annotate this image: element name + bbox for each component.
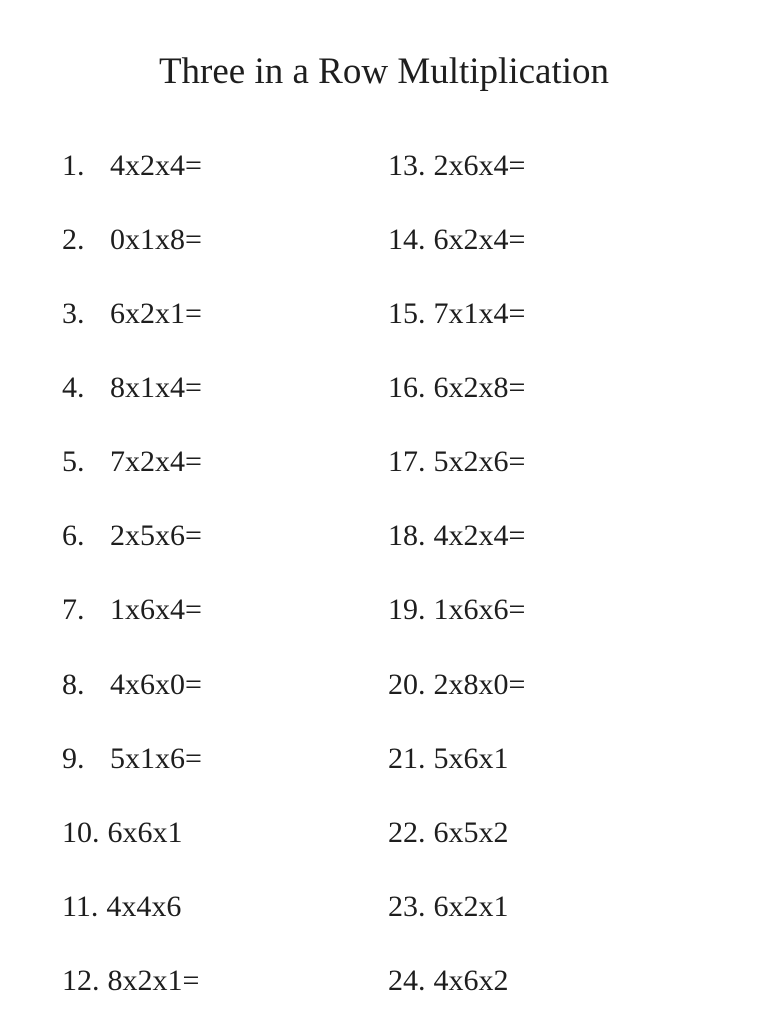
problem-expression: 6x2x1 xyxy=(433,890,509,923)
problem-expression: 5x2x6= xyxy=(433,445,526,478)
problem-expression: 7x1x4= xyxy=(433,297,526,330)
problem-number: 18. xyxy=(388,519,426,552)
problem-item xyxy=(388,370,525,406)
problem-expression: 1x6x6= xyxy=(433,593,526,626)
problem-item xyxy=(388,444,525,480)
page-title: Three in a Row Multiplication xyxy=(158,51,610,92)
problem-number: 12. xyxy=(62,964,100,997)
problem-item xyxy=(388,222,525,258)
problem-expression: 4x2x4= xyxy=(433,519,526,552)
problem-item xyxy=(388,296,525,332)
problem-number: 13. xyxy=(388,149,426,182)
problem-item xyxy=(388,963,509,999)
problem-expression: 4x6x2 xyxy=(433,964,509,997)
problem-expression: 6x2x4= xyxy=(433,223,526,256)
problem-number: 19. xyxy=(388,593,426,626)
problem-item xyxy=(62,815,183,851)
problem-number: 3. xyxy=(62,297,85,330)
problem-number: 7. xyxy=(62,593,85,626)
problem-number: 16. xyxy=(388,371,426,404)
problem-item xyxy=(388,815,509,851)
problem-item xyxy=(62,444,202,480)
problem-item xyxy=(388,518,525,554)
problem-item xyxy=(62,296,202,332)
problem-item xyxy=(62,667,202,703)
problem-expression: 2x5x6= xyxy=(110,519,202,552)
problem-number: 9. xyxy=(62,742,85,775)
problem-expression: 7x2x4= xyxy=(110,445,202,478)
problem-number: 1. xyxy=(62,149,85,182)
problem-item xyxy=(62,889,181,925)
problem-number: 8. xyxy=(62,668,85,701)
problem-expression: 8x2x1= xyxy=(107,964,200,997)
problem-expression: 2x6x4= xyxy=(433,149,526,182)
problem-expression: 6x2x8= xyxy=(433,371,526,404)
problem-item xyxy=(388,741,509,777)
problem-expression: 5x6x1 xyxy=(433,742,509,775)
problem-number: 17. xyxy=(388,445,426,478)
problem-expression: 6x6x1 xyxy=(107,816,183,849)
problem-item xyxy=(62,518,202,554)
problem-number: 10. xyxy=(62,816,100,849)
problem-expression: 6x2x1= xyxy=(110,297,202,330)
problem-number: 21. xyxy=(388,742,426,775)
problem-item xyxy=(388,592,525,628)
problem-item xyxy=(62,222,202,258)
problem-number: 6. xyxy=(62,519,85,552)
problem-item xyxy=(388,667,525,703)
problem-number: 20. xyxy=(388,668,426,701)
problem-number: 14. xyxy=(388,223,426,256)
problem-number: 11. xyxy=(62,890,99,923)
problem-item xyxy=(62,741,202,777)
problem-number: 22. xyxy=(388,816,426,849)
problem-number: 24. xyxy=(388,964,426,997)
problem-number: 4. xyxy=(62,371,85,404)
problem-number: 23. xyxy=(388,890,426,923)
problem-item xyxy=(62,963,199,999)
problem-expression: 0x1x8= xyxy=(110,223,202,256)
problem-item xyxy=(62,370,202,406)
problem-expression: 5x1x6= xyxy=(110,742,202,775)
problem-expression: 4x6x0= xyxy=(110,668,202,701)
problem-number: 15. xyxy=(388,297,426,330)
problem-number: 5. xyxy=(62,445,85,478)
problem-item xyxy=(388,148,525,184)
problem-expression: 8x1x4= xyxy=(110,371,202,404)
problem-item xyxy=(62,592,202,628)
problem-expression: 6x5x2 xyxy=(433,816,509,849)
problem-expression: 2x8x0= xyxy=(433,668,526,701)
problem-item xyxy=(62,148,202,184)
problem-expression: 4x2x4= xyxy=(110,149,202,182)
problem-expression: 1x6x4= xyxy=(110,593,202,626)
problem-number: 2. xyxy=(62,223,85,256)
problem-expression: 4x4x6 xyxy=(106,890,182,923)
problem-item xyxy=(388,889,509,925)
